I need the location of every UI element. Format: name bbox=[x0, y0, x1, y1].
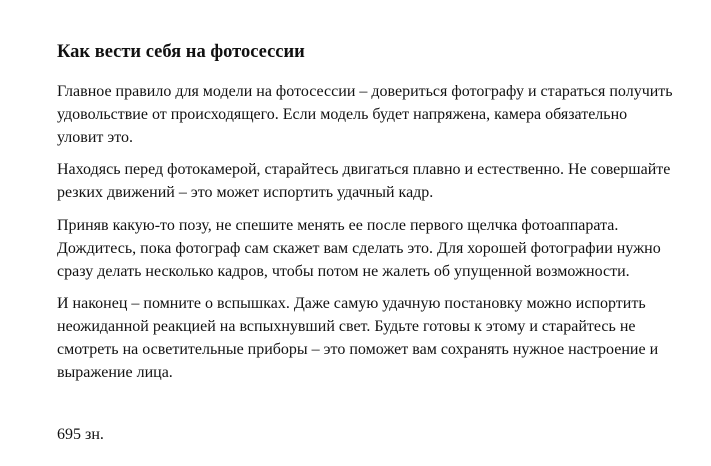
text-line: Главное правило для модели на фотосессии – довериться фотографу и стараться получить bbox=[57, 83, 673, 100]
text-line: И наконец – помните о вспышках. Даже самую удачную постановку можно испортить bbox=[57, 295, 646, 312]
paragraph-3 bbox=[57, 214, 661, 283]
document-title: Как вести себя на фотосессии bbox=[57, 42, 305, 62]
text-line: выражение лица. bbox=[57, 364, 173, 381]
paragraph-2 bbox=[57, 158, 670, 204]
text-line: сразу делать несколько кадров, чтобы потом не жалеть об упущенной возможности. bbox=[57, 263, 630, 280]
text-line: Находясь перед фотокамерой, старайтесь двигаться плавно и естественно. Не совершайте bbox=[57, 161, 671, 178]
text-line: Дождитесь, пока фотограф сам скажет вам сделать это. Для хорошей фотографии нужно bbox=[57, 240, 661, 257]
text-line: Приняв какую-то позу, не спешите менять ее после первого щелчка фотоаппарата. bbox=[57, 217, 619, 234]
paragraph-4 bbox=[57, 292, 658, 384]
text-line: уловит это. bbox=[57, 129, 134, 146]
text-line: удовольствие от происходящего. Если модель будет напряжена, камера обязательно bbox=[57, 106, 628, 123]
character-count: 695 зн. bbox=[57, 426, 104, 443]
text-line: резких движений – это может испортить удачный кадр. bbox=[57, 184, 434, 201]
paragraph-1 bbox=[57, 80, 673, 149]
text-line: смотреть на осветительные приборы – это поможет вам сохранять нужное настроение и bbox=[57, 341, 659, 358]
text-line: неожиданной реакцией на вспыхнувший свет. Будьте готовы к этому и старайтесь не bbox=[57, 318, 636, 335]
